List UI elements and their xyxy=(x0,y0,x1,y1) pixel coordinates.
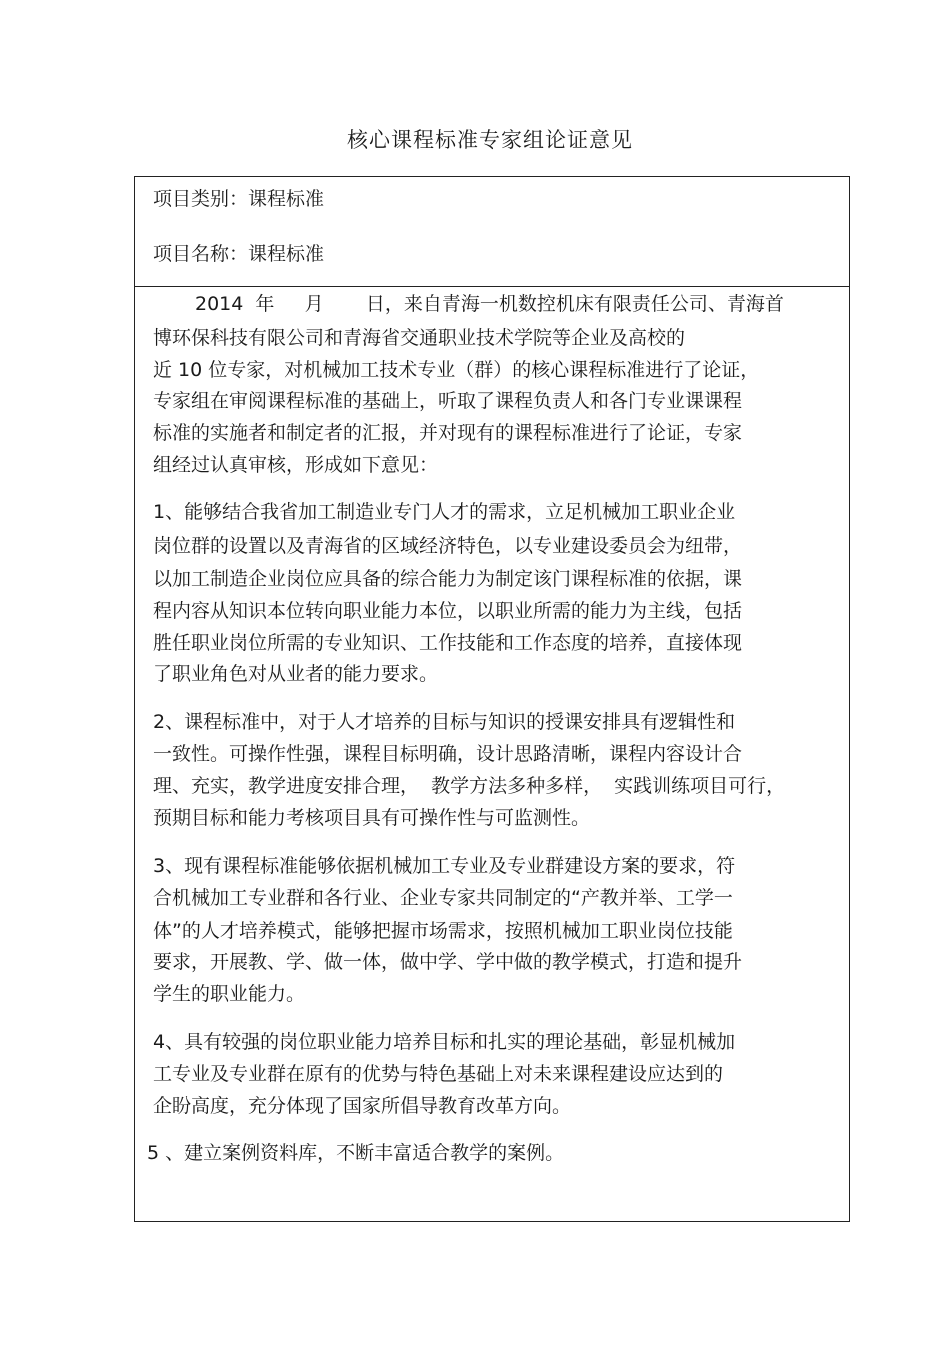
point1-line: 胜任职业岗位所需的专业知识、工作技能和工作态度的培养，直接体现 xyxy=(153,632,743,654)
page-title: 核心课程标准专家组论证意见 xyxy=(347,128,633,152)
intro-line: 组经过认真审核，形成如下意见： xyxy=(153,454,439,476)
point4-line: 4、具有较强的岗位职业能力培养目标和扎实的理论基础，彰显机械加 xyxy=(153,1031,736,1053)
point3-line: 3、现有课程标准能够依据机械加工专业及专业群建设方案的要求，符 xyxy=(153,855,736,877)
intro-line: 博环保科技有限公司和青海省交通职业技术学院等企业及高校的 xyxy=(153,327,686,349)
point3-line: 学生的职业能力。 xyxy=(153,983,306,1005)
point3-line: 合机械加工专业群和各行业、企业专家共同制定的“产教并举、工学一 xyxy=(153,887,733,909)
project-category-label: 项目类别： xyxy=(153,188,249,210)
point2-line: 2、课程标准中，对于人才培养的目标与知识的授课安排具有逻辑性和 xyxy=(153,711,736,733)
intro-line: 标准的实施者和制定者的汇报，并对现有的课程标准进行了论证，专家 xyxy=(153,422,743,444)
point1-line: 岗位群的设置以及青海省的区域经济特色，以专业建设委员会为纽带， xyxy=(153,535,743,557)
point1-line: 1、能够结合我省加工制造业专门人才的需求，立足机械加工职业企业 xyxy=(153,501,736,523)
point2-line: 理、充实，教学进度安排合理， 教学方法多种多样， 实践训练项目可行， xyxy=(153,775,786,797)
point4-line: 企盼高度，充分体现了国家所倡导教育改革方向。 xyxy=(153,1095,572,1117)
point5-line: 5 、建立案例资料库，不断丰富适合教学的案例。 xyxy=(147,1142,565,1164)
point1-line: 程内容从知识本位转向职业能力本位，以职业所需的能力为主线，包括 xyxy=(153,600,743,622)
point2-line: 预期目标和能力考核项目具有可操作性与可监测性。 xyxy=(153,807,591,829)
project-name-field xyxy=(153,241,324,267)
point2-line: 一致性。可操作性强，课程目标明确，设计思路清晰，课程内容设计合 xyxy=(153,743,743,765)
intro-line: 2014 年 月 日，来自青海一机数控机床有限责任公司、青海首 xyxy=(195,293,784,315)
intro-line: 专家组在审阅课程标准的基础上，听取了课程负责人和各门专业课课程 xyxy=(153,390,743,412)
project-name-value: 课程标准 xyxy=(248,243,325,265)
point3-line: 体”的人才培养模式，能够把握市场需求，按照机械加工职业岗位技能 xyxy=(153,920,733,942)
project-category-value: 课程标准 xyxy=(248,188,325,210)
point1-line: 了职业角色对从业者的能力要求。 xyxy=(153,663,439,685)
intro-line: 近 10 位专家，对机械加工技术专业（群）的核心课程标准进行了论证， xyxy=(153,359,760,381)
point3-line: 要求，开展教、学、做一体，做中学、学中做的教学模式，打造和提升 xyxy=(153,951,743,973)
point4-line: 工专业及专业群在原有的优势与特色基础上对未来课程建设应达到的 xyxy=(153,1063,724,1085)
opinion-form-table xyxy=(134,176,850,1222)
project-name-label: 项目名称： xyxy=(153,243,249,265)
point1-line: 以加工制造企业岗位应具备的综合能力为制定该门课程标准的依据，课 xyxy=(153,568,743,590)
project-category-field xyxy=(153,186,324,212)
project-info-section xyxy=(135,177,849,287)
